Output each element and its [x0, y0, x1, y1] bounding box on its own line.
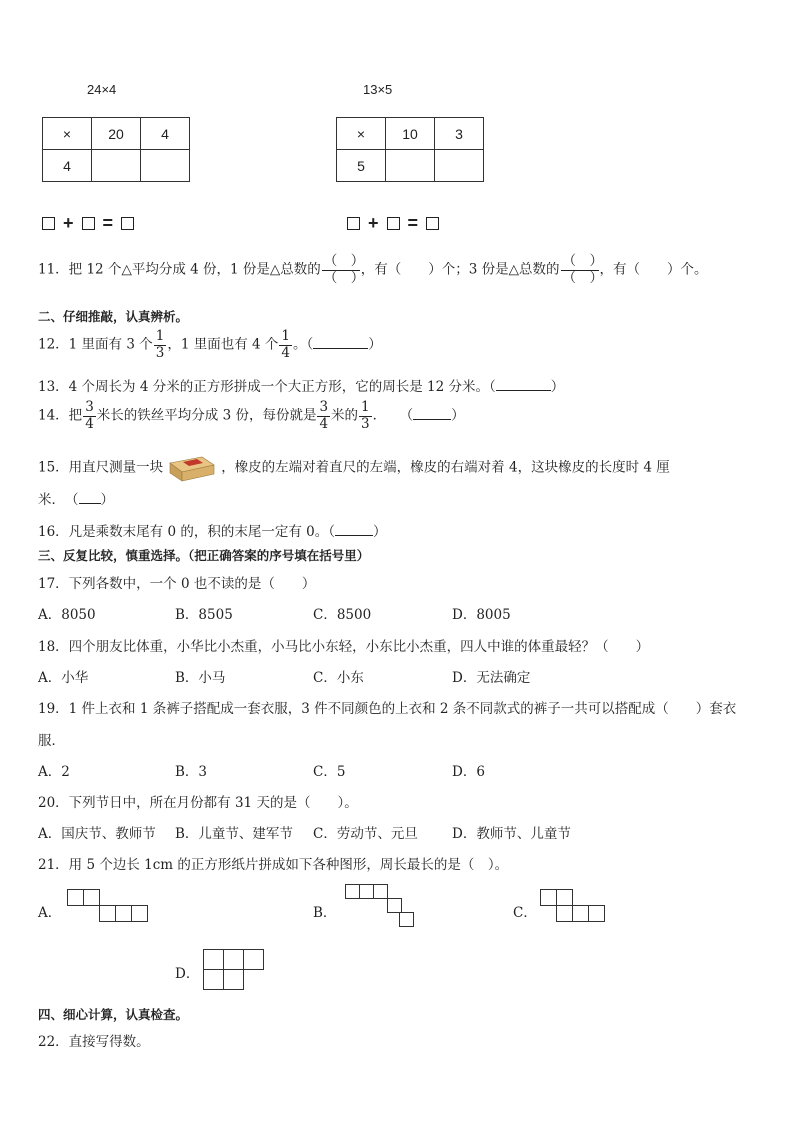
section-3-title: 三、反复比较，慎重选择。（把正确答案的序号填在括号里）	[38, 548, 370, 563]
option-b[interactable]: B．小马	[175, 670, 226, 686]
numerator: 1	[361, 399, 370, 415]
option-d[interactable]: D．	[175, 966, 200, 982]
answer-blank[interactable]	[313, 336, 368, 349]
denominator: 4	[85, 415, 94, 432]
grid-cell: 3	[435, 118, 484, 150]
question-22: 22．直接写得数。	[38, 1034, 150, 1050]
q12-text-4: ）	[368, 336, 382, 353]
q15-text-3: 米． （	[38, 492, 79, 508]
grid-answer-cell[interactable]	[435, 150, 484, 182]
option-a[interactable]: A．8050	[38, 607, 96, 623]
option-c[interactable]: C．8500	[313, 607, 372, 623]
denominator: 3	[361, 415, 370, 432]
fraction	[317, 400, 330, 432]
q15-text-1: 15．用直尺测量一块	[38, 459, 164, 476]
q12-text-2: ，1 里面也有 4 个	[167, 336, 279, 353]
blank-fraction[interactable]	[322, 253, 365, 286]
numerator: 1	[155, 328, 165, 344]
q15-text-2: ，橡皮的左端对着直尺的左端，橡皮的右端对着 4，这块橡皮的长度时 4 厘	[221, 459, 670, 476]
question-16	[38, 520, 386, 540]
answer-box[interactable]	[82, 217, 95, 230]
q16-text: 16．凡是乘数末尾有 0 的，积的末尾一定有 0。（	[38, 524, 335, 540]
q14-text-2: 米长的铁丝平均分成 3 份，每份就是	[96, 407, 317, 424]
equation-right	[343, 212, 443, 234]
question-15-line-2	[38, 488, 114, 508]
q14-text-4: ． （	[372, 407, 414, 424]
question-20-stem: 20．下列节日中，所在月份都有 31 天的是（ ）。	[38, 795, 358, 811]
option-c[interactable]: C．5	[313, 764, 346, 780]
grid-cell: ×	[43, 118, 92, 150]
answer-blank[interactable]	[496, 378, 551, 391]
answer-blank[interactable]	[335, 523, 373, 536]
blank-numerator: （ ）	[562, 253, 604, 269]
question-21-stem: 21．用 5 个边长 1cm 的正方形纸片拼成如下各种图形，周长最长的是（ ）。	[38, 857, 509, 873]
blank-numerator: （ ）	[323, 253, 365, 269]
answer-box[interactable]	[121, 217, 134, 230]
denominator: 3	[155, 344, 165, 361]
shape-b[interactable]	[345, 884, 415, 928]
question-12	[38, 329, 382, 361]
eraser-image	[167, 453, 217, 483]
section-2-title: 二、仔细推敲，认真辨析。	[38, 309, 189, 324]
option-a[interactable]: A．	[38, 905, 62, 921]
answer-box[interactable]	[426, 217, 439, 230]
grid-cell: 4	[43, 150, 92, 182]
q14-text-1: 14．把	[38, 407, 83, 424]
grid-answer-cell[interactable]	[386, 150, 435, 182]
grid-answer-cell[interactable]	[141, 150, 190, 182]
option-a[interactable]: A．小华	[38, 670, 89, 686]
q11-text-1: 11．把 12 个△平均分成 4 份，1 份是△总数的	[38, 261, 321, 278]
question-14	[38, 400, 465, 432]
expression-right: 13×5	[363, 82, 393, 97]
question-19-stem-1: 19．1 件上衣和 1 条裤子搭配成一套衣服，3 件不同颜色的上衣和 2 条不同款式的裤子一共可以搭配成（ ）套衣	[38, 701, 737, 717]
grid-cell: 5	[337, 150, 386, 182]
option-a[interactable]: A．国庆节、教师节	[38, 826, 156, 842]
option-d[interactable]: D．教师节、儿童节	[452, 826, 571, 842]
option-c[interactable]: C．小东	[313, 670, 364, 686]
question-19-stem-2: 服．	[38, 733, 65, 749]
answer-blank[interactable]	[79, 491, 101, 504]
question-18-stem: 18．四个朋友比体重，小华比小杰重，小马比小东轻，小东比小杰重，四人中谁的体重最轻？（ ）	[38, 639, 650, 655]
question-17-stem: 17．下列各数中，一个 0 也不读的是（ ）	[38, 576, 316, 592]
q14-text-3: 米的	[331, 407, 359, 424]
multiplication-grid-left	[42, 117, 190, 182]
fraction	[154, 329, 167, 361]
q13-end: ）	[550, 379, 565, 395]
question-11	[38, 254, 708, 286]
answer-box[interactable]	[42, 217, 55, 230]
fraction	[359, 400, 372, 432]
plus-sign: +	[368, 212, 379, 233]
q11-text-3: ，有（ ）个。	[599, 261, 708, 278]
fraction	[83, 400, 96, 432]
equation-left	[38, 212, 138, 234]
denominator: 4	[319, 415, 329, 432]
grid-cell: 20	[92, 118, 141, 150]
denominator: 4	[281, 344, 290, 361]
section-4-title: 四、细心计算，认真检查。	[38, 1007, 189, 1022]
answer-box[interactable]	[347, 217, 360, 230]
option-b[interactable]: B．3	[175, 764, 208, 780]
numerator: 3	[85, 399, 94, 415]
grid-cell: 10	[386, 118, 435, 150]
q13-text: 13．4 个周长为 4 分米的正方形拼成一个大正方形，它的周长是 12 分米。（	[38, 379, 496, 395]
option-c[interactable]: C．	[513, 905, 537, 921]
q12-text-1: 12．1 里面有 3 个	[38, 336, 153, 353]
equals-sign: =	[407, 212, 419, 233]
shape-a[interactable]	[67, 889, 149, 925]
q16-end: ）	[372, 524, 387, 540]
blank-denominator: （ ）	[562, 269, 604, 286]
fraction	[279, 329, 292, 361]
equals-sign: =	[102, 212, 114, 233]
q12-text-3: 。（	[292, 336, 314, 353]
grid-answer-cell[interactable]	[92, 150, 141, 182]
shape-c[interactable]	[540, 889, 608, 925]
option-b[interactable]: B．儿童节、建军节	[175, 826, 293, 842]
grid-cell: 4	[141, 118, 190, 150]
blank-fraction[interactable]	[561, 253, 604, 286]
expression-left: 24×4	[87, 82, 117, 97]
question-13	[38, 375, 564, 395]
numerator: 3	[319, 399, 329, 415]
plus-sign: +	[63, 212, 74, 233]
option-d[interactable]: D．8005	[452, 607, 511, 623]
q15-text-4: ）	[100, 492, 114, 508]
answer-box[interactable]	[387, 217, 400, 230]
question-15-line-1	[38, 453, 670, 483]
q14-text-5: ）	[451, 407, 465, 424]
option-b[interactable]: B．	[313, 905, 337, 921]
option-d[interactable]: D．6	[452, 764, 485, 780]
option-a[interactable]: A．2	[38, 764, 70, 780]
q11-text-2: ，有（ ）个；3 份是△总数的	[360, 261, 560, 278]
numerator: 1	[281, 328, 290, 344]
grid-cell: ×	[337, 118, 386, 150]
multiplication-grid-right	[336, 117, 484, 182]
answer-blank[interactable]	[413, 407, 451, 420]
option-c[interactable]: C．劳动节、元旦	[313, 826, 418, 842]
blank-denominator: （ ）	[323, 269, 365, 286]
shape-d[interactable]	[203, 949, 267, 991]
option-d[interactable]: D．无法确定	[452, 670, 531, 686]
option-b[interactable]: B．8505	[175, 607, 233, 623]
